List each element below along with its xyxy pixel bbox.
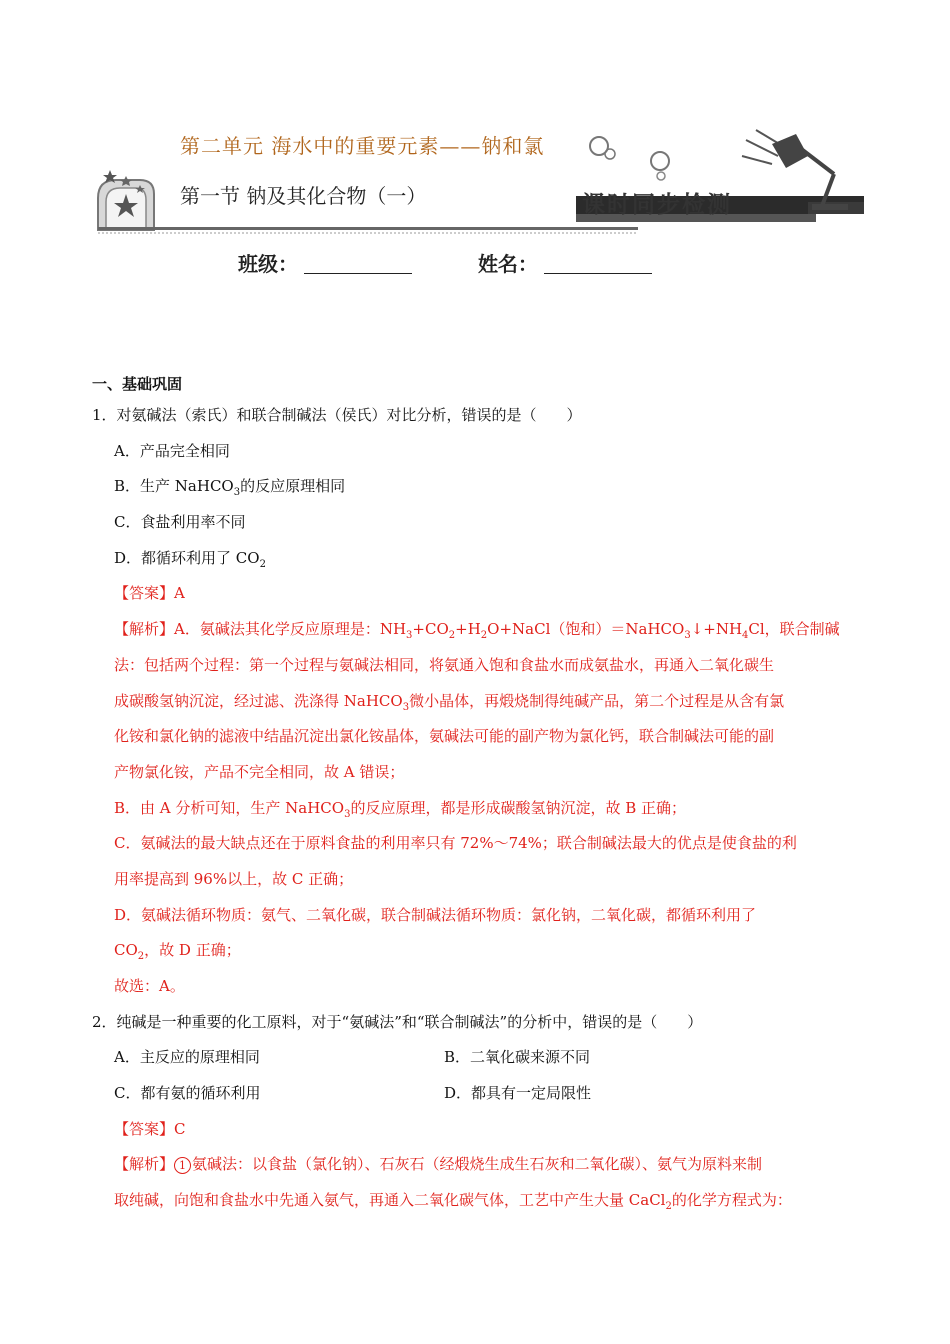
unit-title: 第二单元 海水中的重要元素——钠和氯	[180, 134, 545, 158]
q1-explanation-line: B．由 A 分析可知，生产 NaHCO$_3$的反应原理，都是形成碳酸氢钠沉淀，故 B 正确；	[114, 798, 687, 820]
header-banner	[96, 110, 866, 240]
q1-explanation-line: D．氨碱法循环物质：氨气、二氧化碳，联合制碱法循环物质：氯化钠，二氧化碳，都循环利用了	[114, 905, 757, 924]
q1-conclusion: 故选：A。	[114, 977, 185, 995]
q1-explanation-line: 【解析】A．氨碱法其化学反应原理是：$NH_3+CO_2+H_2O+NaCl$（饱和）$=NaHCO_3↓+NH_4Cl$，联合制碱	[114, 620, 840, 642]
q1-answer: 【答案】A	[114, 584, 185, 603]
name-label: 姓名：	[477, 252, 538, 276]
q2-stem: 2．纯碱是一种重要的化工原料，对于“氨碱法”和“联合制碱法”的分析中，错误的是（ ）	[92, 1012, 703, 1031]
q1-option-d: D．都循环利用了 $CO_2$	[114, 548, 266, 570]
student-info-row	[238, 248, 652, 277]
q1-explanation-line: 用率提高到 96%以上，故 C 正确；	[114, 869, 354, 888]
q1-explanation-line: $CO_2$，故 D 正确；	[114, 941, 241, 963]
q1-explanation-line: C．氨碱法的最大缺点还在于原料食盐的利用率只有 72%～74%；联合制碱法最大的优点是使食盐的利	[114, 834, 797, 853]
q1-explanation-line: 成碳酸氢钠沉淀，经过滤、洗涤得 NaHCO$_3$微小晶体，再煅烧制得纯碱产品，第二个过程是从含有氯	[114, 691, 785, 713]
q1-explanation-line: 化铵和氯化钠的滤液中结晶沉淀出氯化铵晶体，氨碱法可能的副产物为氯化钙，联合制碱法可能的副	[114, 727, 775, 746]
q2-options-row	[92, 1076, 864, 1112]
banner-tag: 课时同步检测	[582, 191, 732, 218]
q2-option-c: C．都有氨的循环利用	[114, 1084, 261, 1103]
q1-stem: 1．对氨碱法（索氏）和联合制碱法（侯氏）对比分析，错误的是（ ）	[92, 406, 582, 424]
q2-options-row	[92, 1040, 864, 1076]
class-blank[interactable]	[304, 253, 412, 274]
q1-option-b: B．生产 NaHCO$_3$的反应原理相同	[114, 477, 346, 499]
question-content	[92, 370, 864, 1219]
section-title: 第一节 钠及其化合物（一）	[180, 184, 427, 208]
q2-explanation-line: 【解析】 1 氨碱法：以食盐（氯化钠）、石灰石（经煅烧生成生石灰和二氧化碳）、氨气为原料来制	[114, 1155, 763, 1174]
q1-explanation-line: 产物氯化铵，产品不完全相同，故 A 错误；	[114, 762, 405, 781]
q1-explanation-line: 法：包括两个过程：第一个过程与氨碱法相同，将氨通入饱和食盐水而成氨盐水，再通入二氧化碳生	[114, 655, 775, 674]
q1-option-c: C．食盐利用率不同	[114, 513, 246, 532]
q2-answer: 【答案】C	[114, 1119, 186, 1138]
q2-explanation-line: 取纯碱，向饱和食盐水中先通入氨气，再通入二氧化碳气体，工艺中产生大量 CaCl$_2$的化学方程式为：	[114, 1191, 792, 1213]
name-blank[interactable]	[544, 253, 652, 274]
section-heading: 一、基础巩固	[92, 375, 183, 393]
q2-option-d: D．都具有一定局限性	[444, 1084, 592, 1103]
q2-option-b: B．二氧化碳来源不同	[444, 1048, 591, 1067]
q2-option-a: A．主反应的原理相同	[114, 1048, 260, 1067]
circled-number: 1	[174, 1157, 191, 1174]
q1-option-a: A．产品完全相同	[114, 441, 230, 460]
class-label: 班级：	[238, 252, 298, 276]
